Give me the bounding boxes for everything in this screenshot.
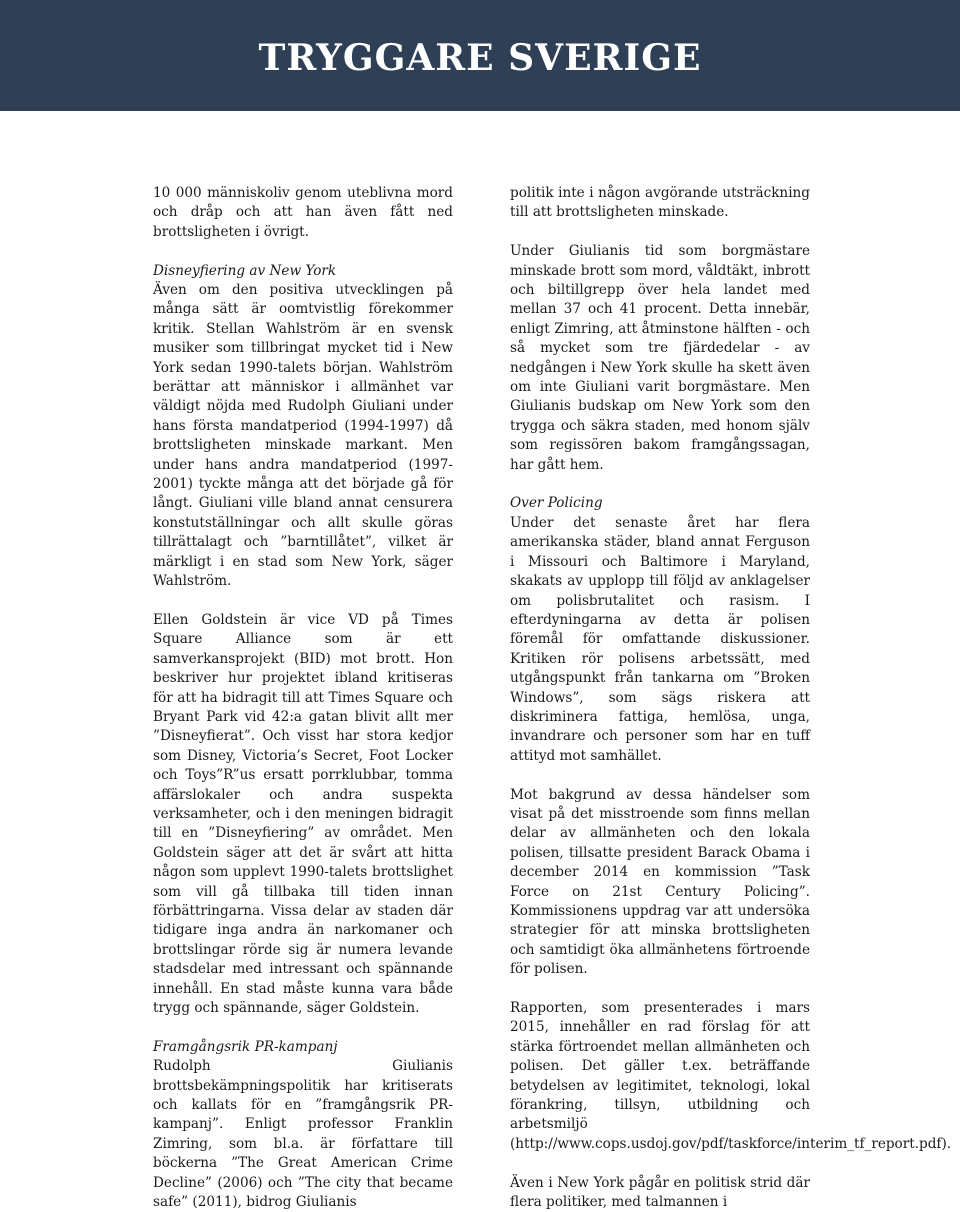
paragraph: politik inte i någon avgörande utsträckning till att brottsligheten minskade. xyxy=(510,185,810,221)
header-banner xyxy=(0,0,960,111)
section-heading: Disneyfiering av New York xyxy=(153,262,337,279)
publication-title: TRYGGARE SVERIGE xyxy=(258,37,702,79)
section-pr-kampanj xyxy=(153,1038,453,1212)
paragraph: Under Giulianis tid som borgmästare minskade brott som mord, våldtäkt, inbrott och biltillgrepp över hela landet med mellan 37 och 41 procent. Detta innebär, enligt Zimring, att åtminstone hälften - och så mycket som tre fjärdedelar - av nedgången i New York skulle ha skett även om inte Giuliani varit borgmästare. Men Giulianis budskap om New York som den trygga och säkra staden, med honom själv som regissören bakom framgångssagan, har gått hem. xyxy=(510,243,810,473)
paragraph: 10 000 människoliv genom uteblivna mord och dråp och att han även fått ned brottsligheten i övrigt. xyxy=(153,185,453,240)
paragraph: Rudolph Giulianis brottsbekämpningspolitik har kritiserats och kallats för en ”framgångsrik PR-kampanj”. Enligt professor Franklin Zimring, som bl.a. är författare till böckerna ”The Great American Crime Decline” (2006) och ”The city that became safe” (2011), bidrog Giulianis xyxy=(153,1058,453,1211)
paragraph: Även om den positiva utvecklingen på många sätt är oomtvistlig förekommer kritik. Stellan Wahlström är en svensk musiker som tillbringat mycket tid i New York sedan 1990-talets början. Wahlström berättar att människor i allmänhet var väldigt nöjda med Rudolph Giuliani under hans första mandatperiod (1994-1997) då brottsligheten minskade markant. Men under hans andra mandatperiod (1997-2001) tyckte många att det började gå för långt. Giuliani ville bland annat censurera konstutställningar och allt skulle göras tillrättalagt och ”barntillåtet”, vilket är märkligt i en stad som New York, säger Wahlström. xyxy=(153,282,453,590)
left-column xyxy=(153,184,453,1212)
section-heading: Framgångsrik PR-kampanj xyxy=(153,1038,338,1055)
paragraph: Även i New York pågår en politisk strid där flera politiker, med talmannen i xyxy=(510,1174,810,1211)
right-column xyxy=(510,184,952,1212)
section-over-policing xyxy=(510,494,810,766)
paragraph: Under det senaste året har flera amerikanska städer, bland annat Ferguson i Missouri och Baltimore i Maryland, skakats av upplopp till följd av anklagelser om polisbrutalitet och rasism. I efterdyningarna av detta är polisen föremål för omfattande diskussioner. Kritiken rör polisens arbetssätt, med utgångspunkt från tankarna om ”Broken Windows”, som sägs riskera att diskriminera fattiga, hemlösa, unga, invandrare och personer som har en tuff attityd mot samhället. xyxy=(510,514,810,764)
paragraph: Mot bakgrund av dessa händelser som visat på det misstroende som finns mellan delar av allmänheten och den lokala polisen, tillsatte president Barack Obama i december 2014 en kommission ”Task Force on 21st Century Policing”. Kommissionens uppdrag var att undersöka strategier för att minska brottsligheten och samtidigt öka allmänhetens förtroende för polisen. xyxy=(510,786,810,978)
section-heading: Over Policing xyxy=(510,495,603,512)
paragraph: Ellen Goldstein är vice VD på Times Square Alliance som är ett samverkansprojekt (BID) mot brott. Hon beskriver hur projektet ibland kritiseras för att ha bidragit till att Times Square och Bryant Park vid 42:a gatan blivit allt mer ”Disneyfierat”. Och visst har stora kedjor som Disney, Victoria’s Secret, Foot Locker och Toys”R”us ersatt porrklubbar, tomma affärslokaler och andra suspekta verksamheter, och i den meningen bidragit till en ”Disneyfiering” av området. Men Goldstein säger att det är svårt att hitta någon som upplevt 1990-talets brottslighet som vill gå tillbaka till tiden innan förbättringarna. Vissa delar av staden där tidigare inga andra än narkomaner och brottslingar rörde sig är numera levande stadsdelar med intressant och spännande innehåll. En stad måste kunna vara både trygg och spännande, säger Goldstein. xyxy=(153,611,453,1017)
section-disneyfiering xyxy=(153,262,453,592)
paragraph: Rapporten, som presenterades i mars 2015, innehåller en rad förslag för att stärka förtroendet mellan allmänheten och polisen. Det gäller t.ex. beträffande betydelsen av legitimitet, teknologi, lokal förankring, tillsyn, utbildning och arbetsmiljö (http://www.cops.usdoj.gov/pdf/taskforce/interim_tf_report.pdf). xyxy=(510,1000,952,1152)
